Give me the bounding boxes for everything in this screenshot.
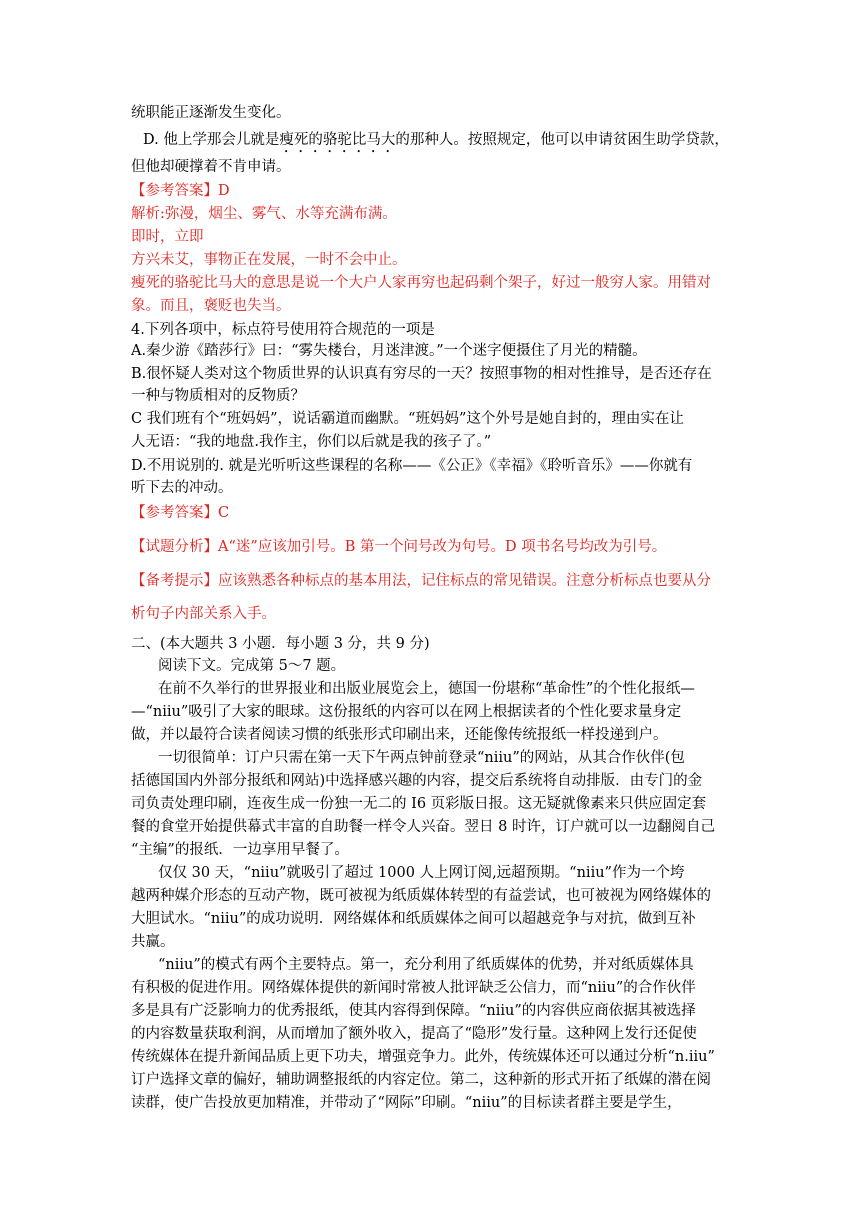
analysis-line: 解析:弥漫，烟尘、雾气、水等充满布满。 (131, 206, 397, 222)
text-line: 但他却硬撑着不肯申请。 (131, 159, 291, 175)
passage-line: 括德国国内外部分报纸和网站)中选择感兴趣的内容，提交后系统将自动排版．由专门的金 (131, 773, 703, 789)
passage-line: 读群，使广告投放更加精准，并带动了“网际”印刷。“niiu”的目标读者群主要是学生， (131, 1095, 682, 1111)
passage-line: 餐的食堂开始提供幕式丰富的自助餐一样令人兴奋。翌日 8 时许，订户就可以一边翻阅自己 (131, 819, 715, 835)
analysis-line: 象。而且，褒贬也失当。 (131, 298, 291, 314)
passage-line: “niiu”的模式有两个主要特点。第一，充分利用了纸质媒体的优势，并对纸质媒体具 (158, 957, 694, 973)
passage-line: 有积极的促进作用。网络媒体提供的新闻时常被人批评缺乏公信力，而“niiu”的合作伙伴 (131, 980, 696, 996)
passage-line: 传统媒体在提升新闻品质上更下功夫，增强竞争力。此外，传统媒体还可以通过分析“n.iiu” (131, 1049, 715, 1065)
passage-line: 多是具有广泛影响力的优秀报纸，使其内容得到保障。“niiu”的内容供应商依据其被选择 (131, 1003, 696, 1019)
passage-line: 仅仅 30 天，“niiu”就吸引了超过 1000 人上网订阅,远超预期。“niiu”作为一个垮 (158, 865, 685, 881)
analysis-line: 即时，立即 (131, 229, 204, 245)
passage-line: 订户选择文章的偏好，辅助调整报纸的内容定位。第二，这种新的形式开拓了纸媒的潜在阅 (131, 1072, 711, 1088)
passage-line: 的内容数量获取利润，从而增加了额外收入，提高了“隐形”发行量。这种网上发行还促使 (131, 1026, 697, 1042)
option-d-post: 的那种人。按照规定，他可以申请贫困生助学贷款， (395, 132, 729, 148)
option-b-cont: 一种与物质相对的反物质？ (131, 388, 305, 404)
option-b: B.很怀疑人类对这个物质世界的认识真有穷尽的一天？按照事物的相对性推导，是否还存在 (131, 366, 712, 382)
analysis-line: 瘦死的骆驼比马大的意思是说一个大户人家再穷也起码剩个架子，好过一般穷人家。用错对 (131, 275, 711, 291)
option-d-pre: D. 他上学那会儿就是 (143, 132, 280, 148)
passage-line: 共赢。 (131, 934, 175, 950)
passage-line: 越两种媒介形态的互动产物，既可被视为纸质媒体转型的有益尝试，也可被视为网络媒体的 (131, 888, 711, 904)
tip-line: 析句子内部关系入手。 (131, 606, 276, 622)
option-d: D.不用说别的. 就是光听听这些课程的名称——《公正》《幸福》《聆听音乐》——你就有 (131, 458, 693, 474)
option-d-line (143, 130, 743, 156)
passage-line: 司负责处理印刷，连夜生成一份独一无二的 I6 页彩版日报。这无疑就像素来只供应固定套 (131, 796, 707, 812)
section-heading: 二、(本大题共 3 小题．每小题 3 分，共 9 分) (131, 636, 430, 652)
analysis-line: 方兴未艾，事物正在发展，一时不会中止。 (131, 252, 407, 268)
passage-line: “主编”的报纸．一边享用早餐了。 (131, 842, 349, 858)
answer-label: 【参考答案】D (131, 183, 230, 199)
option-c-cont: 人无语：“我的地盘.我作主，你们以后就是我的孩子了。” (131, 434, 492, 450)
passage-line: 在前不久举行的世界报业和出版业展览会上，德国一份堪称“革命性”的个性化报纸— (158, 681, 695, 697)
option-d-cont: 听下去的冲动。 (131, 480, 233, 496)
emphasized-idiom: 瘦死的骆驼比马大 (279, 132, 396, 148)
passage-line: 大胆试水。“niiu”的成功说明．网络媒体和纸质媒体之间可以超越竞争与对抗，做到互补 (131, 911, 696, 927)
passage-line: 一切很简单：订户只需在第一天下午两点钟前登录“niiu”的网站，从其合作伙伴(包 (158, 750, 685, 766)
question-4-stem: 4.下列各项中，标点符号使用符合规范的一项是 (131, 322, 435, 338)
option-a: A.秦少游《踏莎行》曰：“雾失楼台，月迷津渡。”一个迷字便摄住了月光的精髓。 (131, 343, 647, 359)
tip-line: 【备考提示】应该熟悉各种标点的基本用法，记住标点的常见错误。注意分析标点也要从分 (131, 573, 711, 589)
analysis-line: 【试题分析】A“迷”应该加引号。B 第一个问号改为句号。D 项书名号均改为引号。 (131, 539, 667, 555)
text-line: 统职能正逐渐发生变化。 (131, 105, 291, 121)
passage-line: —“niiu”吸引了大家的眼球。这份报纸的内容可以在网上根据读者的个性化要求量身定 (131, 704, 682, 720)
option-c: C 我们班有个“班妈妈”，说话霸道而幽默。“班妈妈”这个外号是她自封的，理由实在让 (131, 411, 684, 427)
answer-label: 【参考答案】C (131, 505, 230, 521)
passage-line: 做，并以最符合读者阅读习惯的纸张形式印刷出来，还能像传统报纸一样投递到户。 (131, 727, 668, 743)
instruction-line: 阅读下文。完成第 5～7 题。 (158, 658, 346, 674)
